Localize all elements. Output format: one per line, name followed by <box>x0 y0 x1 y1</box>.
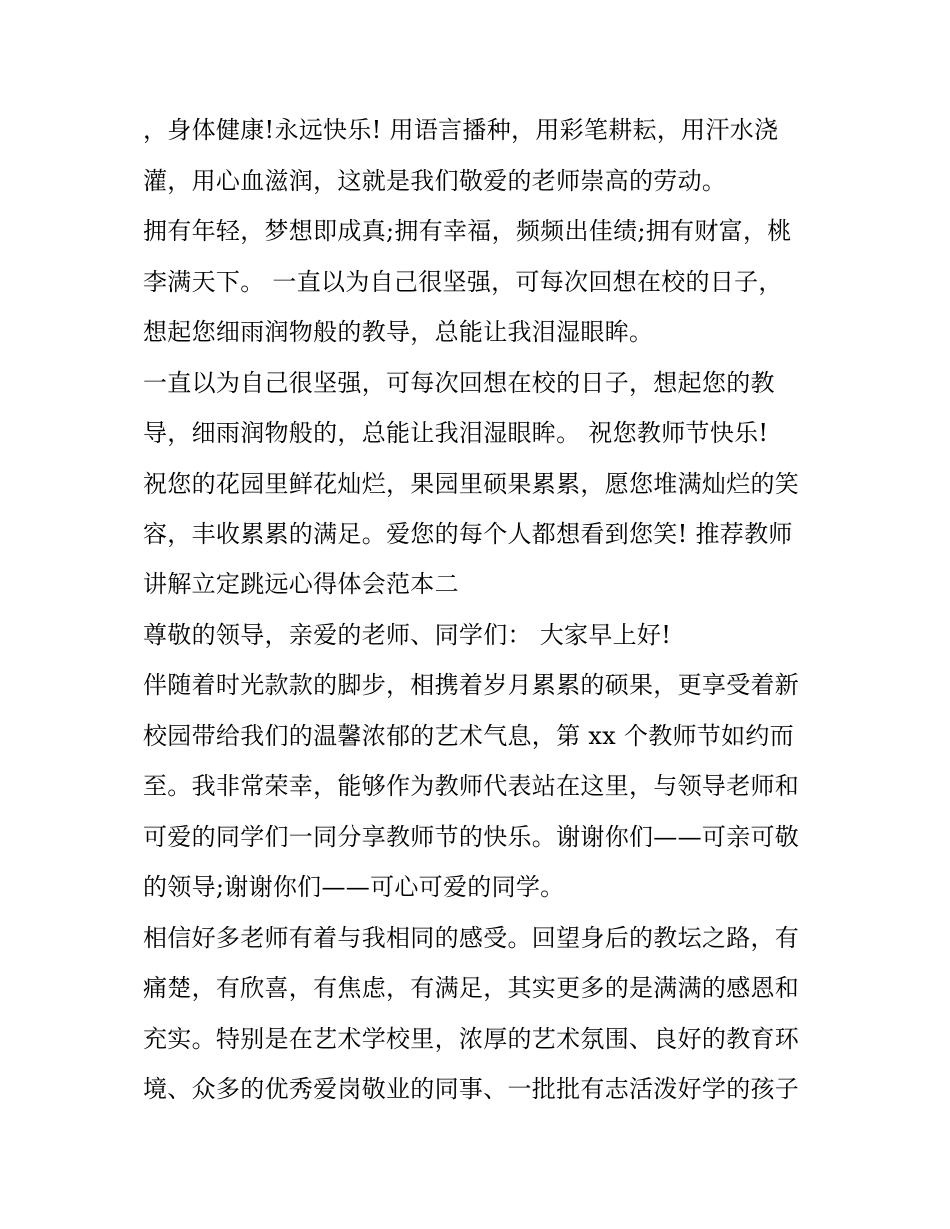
text-line-7: 导，细雨润物般的，总能让我泪湿眼眸。 祝您教师节快乐! <box>143 419 769 447</box>
text-line-3: 拥有年轻，梦想即成真;拥有幸福，频频出佳绩;拥有财富，桃 <box>143 217 792 245</box>
text-line-16: 的领导;谢谢你们——可心可爱的同学。 <box>143 873 565 901</box>
text-line-2: 灌，用心血滋润，这就是我们敬爱的老师崇高的劳动。 <box>143 167 727 195</box>
text-line-17: 相信好多老师有着与我相同的感受。回望身后的教坛之路，有 <box>143 924 800 952</box>
text-line-18: 痛楚，有欣喜，有焦虑，有满足，其实更多的是满满的感恩和 <box>143 974 800 1002</box>
text-line-1: ，身体健康!永远快乐! 用语言播种，用彩笔耕耘，用汗水浇 <box>143 116 779 144</box>
text-line-9: 容，丰收累累的满足。爱您的每个人都想看到您笑! 推荐教师 <box>143 520 793 548</box>
text-line-12: 伴随着时光款款的脚步，相携着岁月累累的硕果，更享受着新 <box>143 671 800 699</box>
text-line-6: 一直以为自己很坚强，可每次回想在校的日子，想起您的教 <box>143 369 775 397</box>
text-line-14: 至。我非常荣幸，能够作为教师代表站在这里，与领导老师和 <box>143 772 800 800</box>
text-line-20: 境、众多的优秀爱岗敬业的同事、一批批有志活泼好学的孩子 <box>143 1075 800 1103</box>
text-line-5: 想起您细雨润物般的教导，总能让我泪湿眼眸。 <box>143 318 654 346</box>
text-line-11: 尊敬的领导，亲爱的老师、同学们： 大家早上好! <box>143 621 672 649</box>
text-line-10: 讲解立定跳远心得体会范本二 <box>143 570 459 598</box>
text-line-15: 可爱的同学们一同分享教师节的快乐。谢谢你们——可亲可敬 <box>143 823 800 851</box>
text-line-19: 充实。特别是在艺术学校里，浓厚的艺术氛围、良好的教育环 <box>143 1025 800 1053</box>
text-line-4: 李满天下。 一直以为自己很坚强，可每次回想在校的日子， <box>143 268 783 296</box>
text-line-13: 校园带给我们的温馨浓郁的艺术气息，第 xx 个教师节如约而 <box>143 722 795 750</box>
text-line-8: 祝您的花园里鲜花灿烂，果园里硕果累累，愿您堆满灿烂的笑 <box>143 470 800 498</box>
